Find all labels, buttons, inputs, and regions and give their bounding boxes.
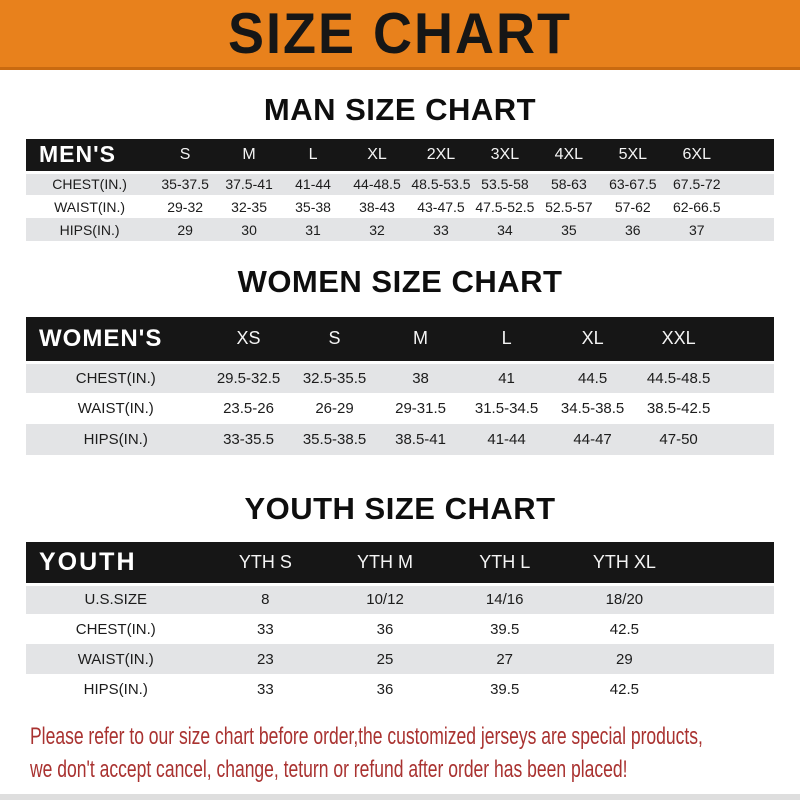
size-value: 34.5-38.5 (560, 400, 625, 417)
mens-column-5xl: 5XL (601, 139, 665, 172)
spacer-cell (729, 139, 774, 172)
youth-row-hips-in (26, 674, 774, 704)
size-value: 42.5 (609, 680, 639, 698)
size-value: 33-35.5 (223, 431, 274, 448)
youth-section-heading: YOUTH SIZE CHART (244, 491, 556, 526)
womens-size-table (26, 317, 774, 455)
row-label: WAIST(IN.) (54, 198, 126, 215)
size-value: 35-38 (295, 198, 331, 215)
womens-column-xs: XS (206, 317, 292, 362)
row-label: HIPS(IN.) (83, 431, 148, 448)
size-value: 37 (688, 221, 705, 238)
womens-row-chest-in (26, 362, 774, 393)
size-value: 23.5-26 (223, 400, 274, 417)
size-value: 35 (561, 221, 577, 238)
size-value: 33 (257, 680, 274, 698)
youth-size-table (26, 542, 774, 704)
banner (0, 0, 800, 70)
size-value: 8 (261, 591, 270, 609)
womens-header-label: WOMEN'S (26, 317, 206, 362)
size-value: 32.5-35.5 (302, 369, 367, 387)
size-value: 32 (369, 221, 385, 238)
spacer-cell (684, 614, 774, 644)
size-value: 29.5-32.5 (216, 369, 281, 387)
size-value: 44.5-48.5 (646, 369, 711, 387)
mens-header-label: MEN'S (26, 139, 153, 172)
disclaimer (0, 704, 800, 786)
size-value: 43-47.5 (417, 198, 465, 215)
size-value: 39.5 (490, 620, 520, 638)
size-value: 29-31.5 (395, 400, 446, 417)
size-value: 38-43 (359, 198, 395, 215)
mens-column-3xl: 3XL (473, 139, 537, 172)
mens-column-4xl: 4XL (537, 139, 601, 172)
size-value: 31.5-34.5 (474, 400, 539, 417)
size-value: 39.5 (490, 680, 520, 698)
size-value: 44-48.5 (353, 176, 401, 193)
disclaimer-line-1: Please refer to our size chart before order,the customized jerseys are special products, (30, 723, 703, 750)
women-size-section (0, 241, 800, 455)
size-value: 30 (241, 221, 257, 238)
mens-row-chest-in (26, 172, 774, 195)
size-value: 42.5 (609, 620, 639, 638)
row-label: HIPS(IN.) (83, 680, 148, 698)
youth-header-label: YOUTH (26, 542, 206, 584)
mens-column-m: M (217, 139, 281, 172)
women-section-heading: WOMEN SIZE CHART (237, 264, 563, 299)
spacer-cell (729, 172, 774, 195)
youth-column-yth-s: YTH S (206, 542, 326, 584)
size-value: 36 (376, 620, 394, 638)
spacer-cell (729, 195, 774, 218)
womens-column-xl: XL (550, 317, 636, 362)
youth-row-waist-in (26, 644, 774, 674)
size-value: 41-44 (487, 431, 526, 448)
women-table-container (0, 317, 800, 455)
size-value: 34 (497, 221, 513, 238)
size-value: 29 (177, 221, 193, 238)
spacer-cell (684, 584, 774, 614)
bottom-strip (0, 794, 800, 800)
size-value: 41 (498, 369, 515, 387)
youth-row-u-s-size (26, 584, 774, 614)
mens-column-2xl: 2XL (409, 139, 473, 172)
spacer-cell (722, 424, 774, 455)
womens-row-hips-in (26, 424, 774, 455)
size-value: 33 (433, 221, 449, 238)
size-value: 35.5-38.5 (302, 431, 367, 448)
spacer-cell (684, 542, 774, 584)
size-value: 41-44 (295, 176, 331, 193)
size-value: 26-29 (315, 400, 354, 417)
men-section-heading: MAN SIZE CHART (263, 92, 537, 127)
row-label: WAIST(IN.) (77, 650, 154, 668)
mens-header-row (26, 139, 774, 172)
row-label: WAIST(IN.) (77, 400, 154, 417)
youth-column-yth-xl: YTH XL (565, 542, 685, 584)
spacer-cell (684, 644, 774, 674)
size-value: 58-63 (550, 176, 587, 193)
youth-table-container (0, 542, 800, 704)
size-value: 44-47 (573, 431, 612, 448)
size-value: 31 (305, 221, 321, 238)
men-table-container (0, 139, 800, 241)
size-value: 47.5-52.5 (475, 198, 535, 215)
size-value: 38.5-42.5 (646, 400, 711, 417)
size-value: 48.5-53.5 (411, 176, 471, 193)
mens-column-s: S (153, 139, 217, 172)
row-label: CHEST(IN.) (52, 176, 127, 193)
size-value: 67.5-72 (673, 176, 721, 193)
size-value: 57-62 (614, 198, 651, 215)
womens-column-xxl: XXL (636, 317, 722, 362)
womens-column-m: M (378, 317, 464, 362)
page-title: SIZE CHART (228, 1, 572, 66)
disclaimer-line-2: we don't accept cancel, change, teturn or refund after order has been placed! (30, 756, 628, 783)
size-value: 35-37.5 (161, 176, 209, 193)
size-value: 44.5 (577, 369, 608, 387)
size-value: 32-35 (231, 198, 267, 215)
size-value: 33 (257, 620, 274, 638)
size-value: 10/12 (366, 591, 404, 609)
row-label: U.S.SIZE (84, 591, 148, 609)
size-value: 52.5-57 (545, 198, 593, 215)
womens-column-s: S (292, 317, 378, 362)
size-value: 36 (625, 221, 641, 238)
youth-row-chest-in (26, 614, 774, 644)
row-label: CHEST(IN.) (75, 620, 156, 638)
mens-row-waist-in (26, 195, 774, 218)
mens-column-l: L (281, 139, 345, 172)
spacer-cell (722, 317, 774, 362)
youth-column-yth-l: YTH L (445, 542, 565, 584)
size-value: 38.5-41 (395, 431, 446, 448)
size-value: 53.5-58 (481, 176, 529, 193)
mens-row-hips-in (26, 218, 774, 241)
size-value: 18/20 (605, 591, 644, 609)
size-value: 25 (376, 650, 394, 668)
size-value: 62-66.5 (673, 198, 721, 215)
mens-column-xl: XL (345, 139, 409, 172)
size-value: 38 (412, 369, 429, 387)
mens-column-6xl: 6XL (665, 139, 729, 172)
womens-row-waist-in (26, 393, 774, 424)
youth-column-yth-m: YTH M (325, 542, 445, 584)
men-size-section (0, 70, 800, 241)
youth-size-section (0, 455, 800, 704)
spacer-cell (722, 362, 774, 393)
spacer-cell (729, 218, 774, 241)
size-value: 27 (496, 650, 514, 668)
size-value: 37.5-41 (225, 176, 273, 193)
size-value: 63-67.5 (609, 176, 657, 193)
youth-header-row (26, 542, 774, 584)
row-label: CHEST(IN.) (75, 369, 156, 387)
row-label: HIPS(IN.) (59, 221, 120, 238)
size-value: 29 (616, 650, 633, 668)
size-value: 36 (376, 680, 394, 698)
size-value: 29-32 (167, 198, 204, 215)
size-value: 47-50 (659, 431, 698, 448)
spacer-cell (684, 674, 774, 704)
womens-column-l: L (464, 317, 550, 362)
size-value: 14/16 (485, 591, 524, 609)
mens-size-table (26, 139, 774, 241)
womens-header-row (26, 317, 774, 362)
spacer-cell (722, 393, 774, 424)
size-value: 23 (257, 650, 274, 668)
